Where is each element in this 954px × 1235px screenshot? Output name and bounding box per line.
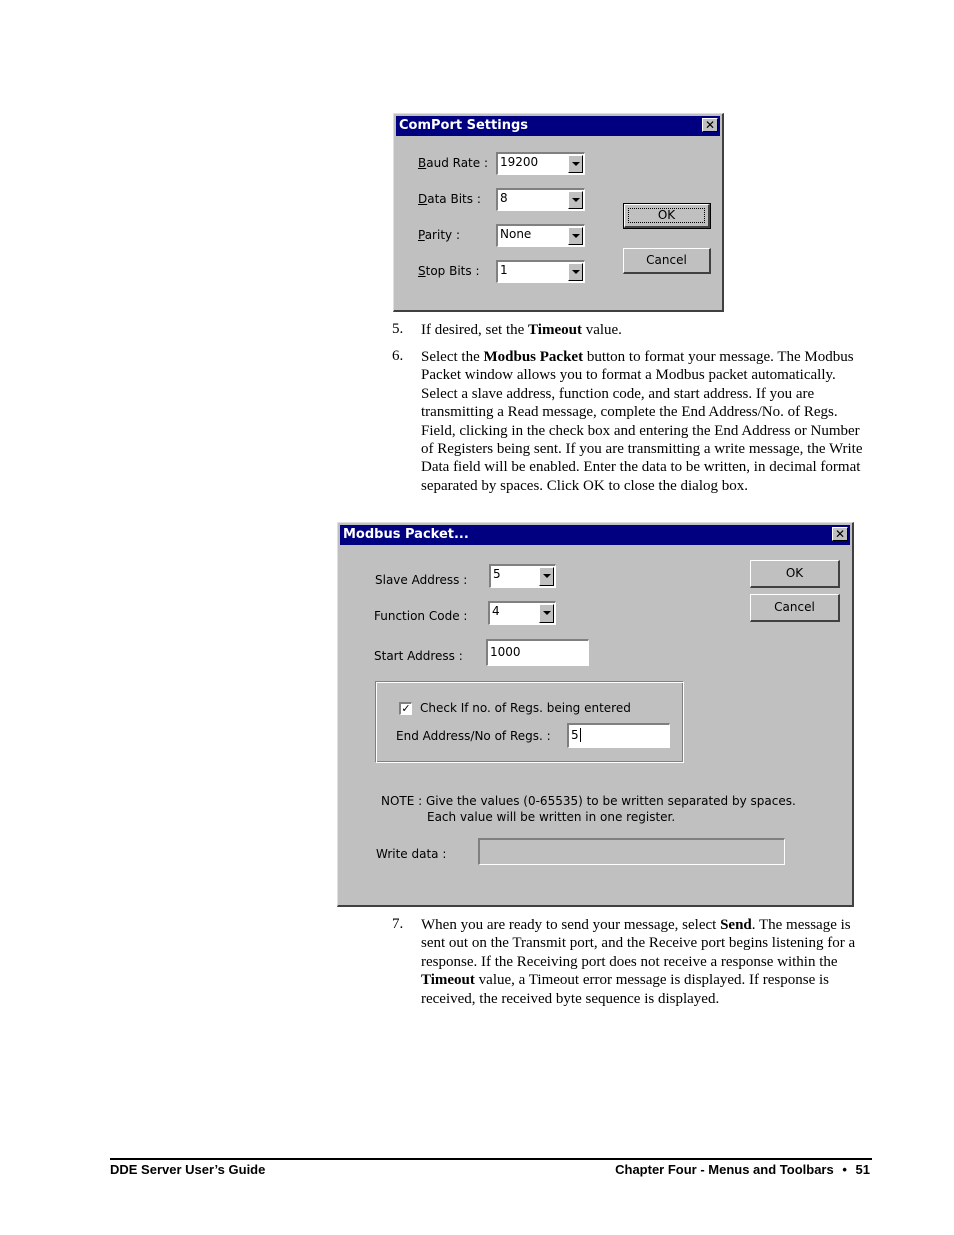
parity-select[interactable] [496, 224, 585, 247]
text-cursor [580, 728, 581, 742]
data-bits-select[interactable] [496, 188, 585, 211]
step-5-text: If desired, set the Timeout value. [421, 322, 622, 338]
parity-value: None [500, 227, 532, 241]
focus-ring [628, 208, 705, 223]
footer-rule [110, 1158, 872, 1160]
step-7-text: When you are ready to send your message, select Send. The message is sent out on the Transmit port, and the Receive port begins listening for a response. If the Receiving port does not receive a response within the Timeout value, a Timeout error message is displayed. If response is received, the received byte sequence is displayed. [421, 917, 856, 1007]
close-icon[interactable]: ✕ [702, 118, 718, 132]
step-6-text: Select the Modbus Packet button to format your message. The Modbus Packet window allows you to format a Modbus packet automatically. Select a slave address, function code, and start address. If you are transmitting a Read message, complete the End Address/No. of Regs. Field, clicking in the check box and entering the End Address or Number of Registers being sent. If you are transmitting a write message, the Write Data field will be enabled. Enter the data to be written, in decimal format separated by spaces. Click OK to close the dialog box. [421, 349, 863, 494]
baud-rate-value: 19200 [500, 155, 539, 169]
cancel-button[interactable]: Cancel [750, 594, 840, 622]
comport-title-bar [396, 116, 720, 136]
bullet-icon: • [842, 1162, 847, 1177]
slave-address-value: 5 [493, 567, 501, 581]
chevron-down-icon[interactable] [568, 227, 583, 245]
write-data-label: Write data : [376, 847, 447, 861]
chevron-down-icon[interactable] [568, 263, 583, 281]
data-bits-value: 8 [500, 191, 508, 205]
function-code-label: Function Code : [374, 609, 468, 623]
chevron-down-icon[interactable] [539, 567, 554, 586]
modbus-title: Modbus Packet... [343, 527, 469, 542]
footer-right [615, 1162, 870, 1177]
ok-button[interactable]: OK [624, 204, 710, 228]
stop-bits-value: 1 [500, 263, 508, 277]
footer-chapter: Chapter Four - Menus and Toolbars [615, 1162, 834, 1177]
note-line-1: NOTE : Give the values (0-65535) to be written separated by spaces. [381, 794, 796, 808]
note-line-2: Each value will be written in one register. [427, 810, 676, 824]
function-code-select[interactable] [488, 601, 556, 625]
regs-group-box [375, 681, 684, 763]
baud-rate-label: Baud Rate : [418, 156, 488, 170]
start-address-input[interactable]: 1000 [486, 639, 589, 666]
end-address-input[interactable]: 5 [567, 723, 670, 748]
slave-address-label: Slave Address : [375, 573, 468, 587]
data-bits-label: Data Bits : [418, 192, 481, 206]
cancel-button[interactable]: Cancel [623, 248, 711, 274]
ok-button[interactable]: OK [750, 560, 840, 588]
chevron-down-icon[interactable] [568, 155, 583, 173]
start-address-label: Start Address : [374, 649, 463, 663]
end-address-label: End Address/No of Regs. : [396, 729, 551, 743]
comport-title: ComPort Settings [399, 118, 528, 133]
chevron-down-icon[interactable] [568, 191, 583, 209]
slave-address-select[interactable] [489, 564, 556, 588]
comport-settings-dialog [393, 113, 724, 312]
modbus-title-bar [340, 525, 850, 545]
parity-label: Parity : [418, 228, 460, 242]
step-5-number: 5. [392, 321, 404, 337]
write-data-input[interactable] [478, 838, 785, 865]
stop-bits-select[interactable] [496, 260, 585, 283]
check-regs-checkbox[interactable]: ✓ [399, 702, 412, 715]
page-number: 51 [855, 1162, 870, 1177]
stop-bits-label: Stop Bits : [418, 264, 480, 278]
baud-rate-select[interactable] [496, 152, 585, 175]
modbus-packet-dialog [337, 522, 854, 907]
footer-left: DDE Server User’s Guide [110, 1162, 266, 1177]
chevron-down-icon[interactable] [539, 604, 554, 623]
function-code-value: 4 [492, 604, 500, 618]
close-icon[interactable]: ✕ [832, 527, 848, 541]
step-7-number: 7. [392, 916, 404, 932]
step-6-number: 6. [392, 348, 404, 364]
check-regs-label: Check If no. of Regs. being entered [420, 701, 631, 715]
